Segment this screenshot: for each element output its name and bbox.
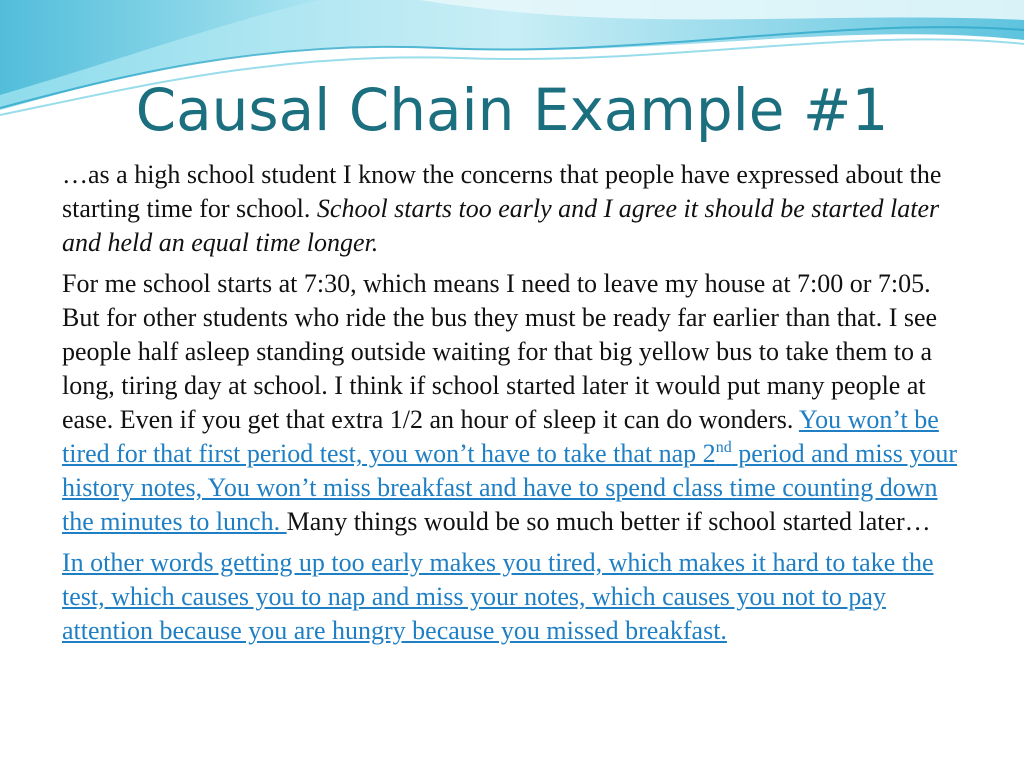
slide-body: [62, 158, 972, 655]
main-closing-text: Many things would be so much better if school started later…: [286, 507, 931, 536]
intro-italic-text: School starts too early and I agree it should be started later and held an equal time longer.: [62, 194, 940, 257]
paragraph-main: [62, 267, 972, 539]
effects-link-text-1: You won’t be tired for that first period test, you won’t have to take that nap 2: [62, 405, 939, 468]
paragraph-intro: [62, 158, 972, 260]
ordinal-suffix: nd: [715, 439, 732, 456]
summary-link[interactable]: In other words getting up too early makes you tired, which makes it hard to take the test, which causes you to nap and miss your notes, which causes you not to pay attention because you are hungry because you missed breakfast.: [62, 548, 934, 645]
effects-link-text-2: period and miss your history notes, You won’t miss breakfast and have to spend class time counting down the minutes to lunch.: [62, 439, 957, 536]
intro-text: …as a high school student I know the concerns that people have expressed about the starting time for school.: [62, 160, 942, 223]
paragraph-summary: [62, 546, 972, 648]
main-text: For me school starts at 7:30, which means I need to leave my house at 7:00 or 7:05. But for other students who ride the bus they must be ready far earlier than that. I see people half asleep standing outside waiting for that big yellow bus to take them to a long, tiring day at school. I think if school started later it would put many people at ease. Even if you get that extra 1/2 an hour of sleep it can do wonders.: [62, 269, 938, 434]
slide-title: Causal Chain Example #1: [135, 76, 889, 144]
